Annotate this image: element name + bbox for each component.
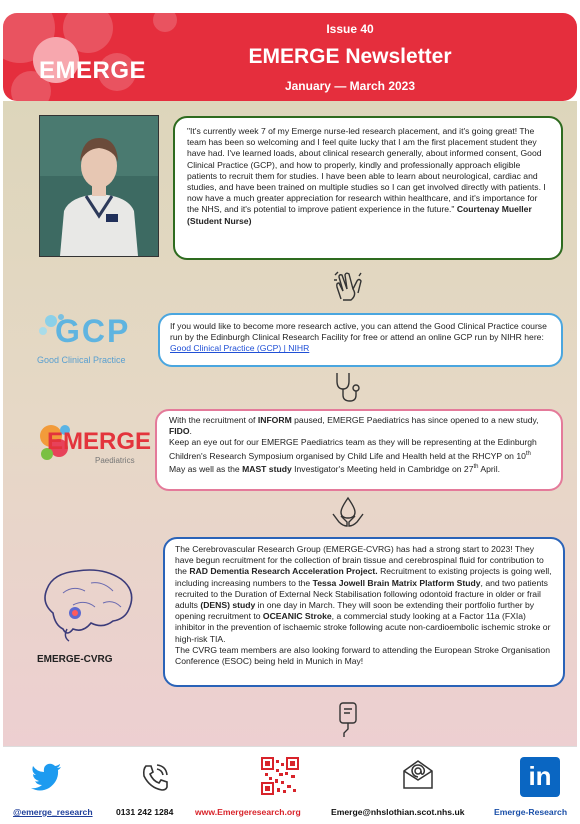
mast-study: MAST study xyxy=(242,463,292,474)
newsletter-content xyxy=(3,101,577,746)
superscript: th xyxy=(525,450,531,457)
issue-number: Issue 40 xyxy=(326,22,374,36)
emerge-paediatrics-logo xyxy=(37,416,152,476)
emerge-logo: EMERGE xyxy=(39,57,147,84)
email-address[interactable]: Emerge@nhslothian.scot.nhs.uk xyxy=(331,807,465,817)
newsletter-title: EMERGE Newsletter xyxy=(248,45,452,68)
fido-study: FIDO xyxy=(169,426,190,437)
rad-project: RAD Dementia Research Acceleration Project. xyxy=(189,566,378,577)
gcp-info-box xyxy=(158,313,563,367)
text-span: Recruitment to existing projects is going well, including increasing numbers to the xyxy=(175,566,552,588)
stethoscope-icon xyxy=(331,371,361,408)
newsletter-footer xyxy=(3,746,577,824)
student-quote xyxy=(187,126,549,227)
paediatrics-logo-subtitle: Paediatrics xyxy=(95,456,135,465)
website-link[interactable]: www.Emergeresearch.org xyxy=(195,807,301,817)
student-nurse-photo xyxy=(39,115,159,257)
clapping-hands-icon xyxy=(331,269,365,308)
phone-icon xyxy=(140,763,170,798)
newsletter-dates: January — March 2023 xyxy=(284,79,416,93)
gcp-logo-subtitle: Good Clinical Practice xyxy=(37,355,126,365)
linkedin-icon[interactable] xyxy=(520,757,560,797)
text-span: With the recruitment of xyxy=(169,415,258,425)
qr-code-icon[interactable] xyxy=(261,757,299,800)
quote-author: Courtenay Mueller (Student Nurse) xyxy=(187,204,532,226)
twitter-icon[interactable] xyxy=(31,763,63,796)
text-span: , a commercial study looking at a Factor 11a (FXIa) inhibitor in the prevention of ischaemic stroke following acute non-cardioembolic ischemic stroke or high-risk TIA. xyxy=(175,611,551,644)
text-span: Keep an eye out for our EMERGE Paediatrics team as they will be representing at the Edinburgh Children's Research Symposium organised by Child Life and Health held at the RHCYP on 10 xyxy=(169,437,537,461)
gcp-logo-text: GCP xyxy=(55,313,131,349)
newsletter-header xyxy=(3,13,577,101)
twitter-handle[interactable]: @emerge_research xyxy=(13,807,93,817)
paediatrics-logo-text: EMERGE xyxy=(47,428,152,455)
gcp-text: If you would like to become more research active, you can attend the Good Clinical Practice course run by the Edinburgh Clinical Research Facility for free or attend an online GCP run by NIHR here: xyxy=(170,321,547,343)
cvrg-label: EMERGE-CVRG xyxy=(37,654,113,665)
linkedin-name[interactable]: Emerge-Research xyxy=(494,807,568,817)
gcp-logo xyxy=(33,311,148,371)
dens-study: (DENS) study xyxy=(200,600,256,611)
text-span: in one day in March. They will soon be extending their portfolio further by opening recruitment to xyxy=(175,600,535,622)
cvrg-para-2: The CVRG team members are also looking forward to attending the European Stroke Organisation Conference (ESOC) being held in Munich in May! xyxy=(175,644,550,667)
text-span: Investigator's Meeting held in Cambridge on 27 xyxy=(291,463,474,474)
tessa-jowell-study: Tessa Jowell Brain Matrix Platform Study xyxy=(312,577,481,588)
email-envelope-icon[interactable] xyxy=(401,757,435,796)
brain-illustration xyxy=(33,563,143,648)
student-quote-box xyxy=(173,116,563,260)
text-span: , and two patients recruited to the Duration of External Neck Stabilisation following odontoid fracture in older or frail adults xyxy=(175,577,548,611)
paediatrics-box xyxy=(155,409,563,491)
quote-text: "It's currently week 7 of my Emerge nurse-led research placement, and it's going great! The team has been so welcoming and I feel quite lucky that I am the first placement student they have had. I've learned loads, about clinical research generally, about informed consent, Good Clinical Practice (GCP), and how to properly, kindly and professionally approach eligible patients to recruit them for studies. I have been able to learn about neurological, cardiac and studies, and have been trained on multiple studies so I can get involved directly with patients. I now have a much greater appreciation for research within healthcare, and it's importance for the NHS, and it's potential to improve patient experience in the future." xyxy=(187,126,546,215)
gcp-nihr-link[interactable]: Good Clinical Practice (GCP) | NIHR xyxy=(170,343,310,354)
blood-donation-hands-icon xyxy=(331,496,365,535)
text-span: . xyxy=(189,426,192,437)
iv-bag-icon xyxy=(335,699,361,744)
cvrg-box xyxy=(163,537,565,687)
text-span: May as well as the xyxy=(169,463,243,474)
oceanic-stroke-study: OCEANIC Stroke xyxy=(262,611,332,622)
text-span: The Cerebrovascular Research Group (EMERGE-CVRG) has had a strong start to 2023! They have begun recruitment for the collection of brain tissue and cerebrospinal fluid for contribution to the xyxy=(175,544,544,577)
inform-study: INFORM xyxy=(257,415,292,425)
paediatrics-para-2 xyxy=(169,437,549,474)
cvrg-para-1 xyxy=(175,544,553,645)
text-span: paused, EMERGE Paediatrics has since opened to a new study, xyxy=(291,415,539,425)
linkedin-icon-text: in xyxy=(528,761,552,791)
superscript: th xyxy=(473,463,479,470)
phone-number: 0131 242 1284 xyxy=(116,807,174,817)
text-span: April. xyxy=(478,463,500,474)
paediatrics-para-1 xyxy=(169,415,549,437)
